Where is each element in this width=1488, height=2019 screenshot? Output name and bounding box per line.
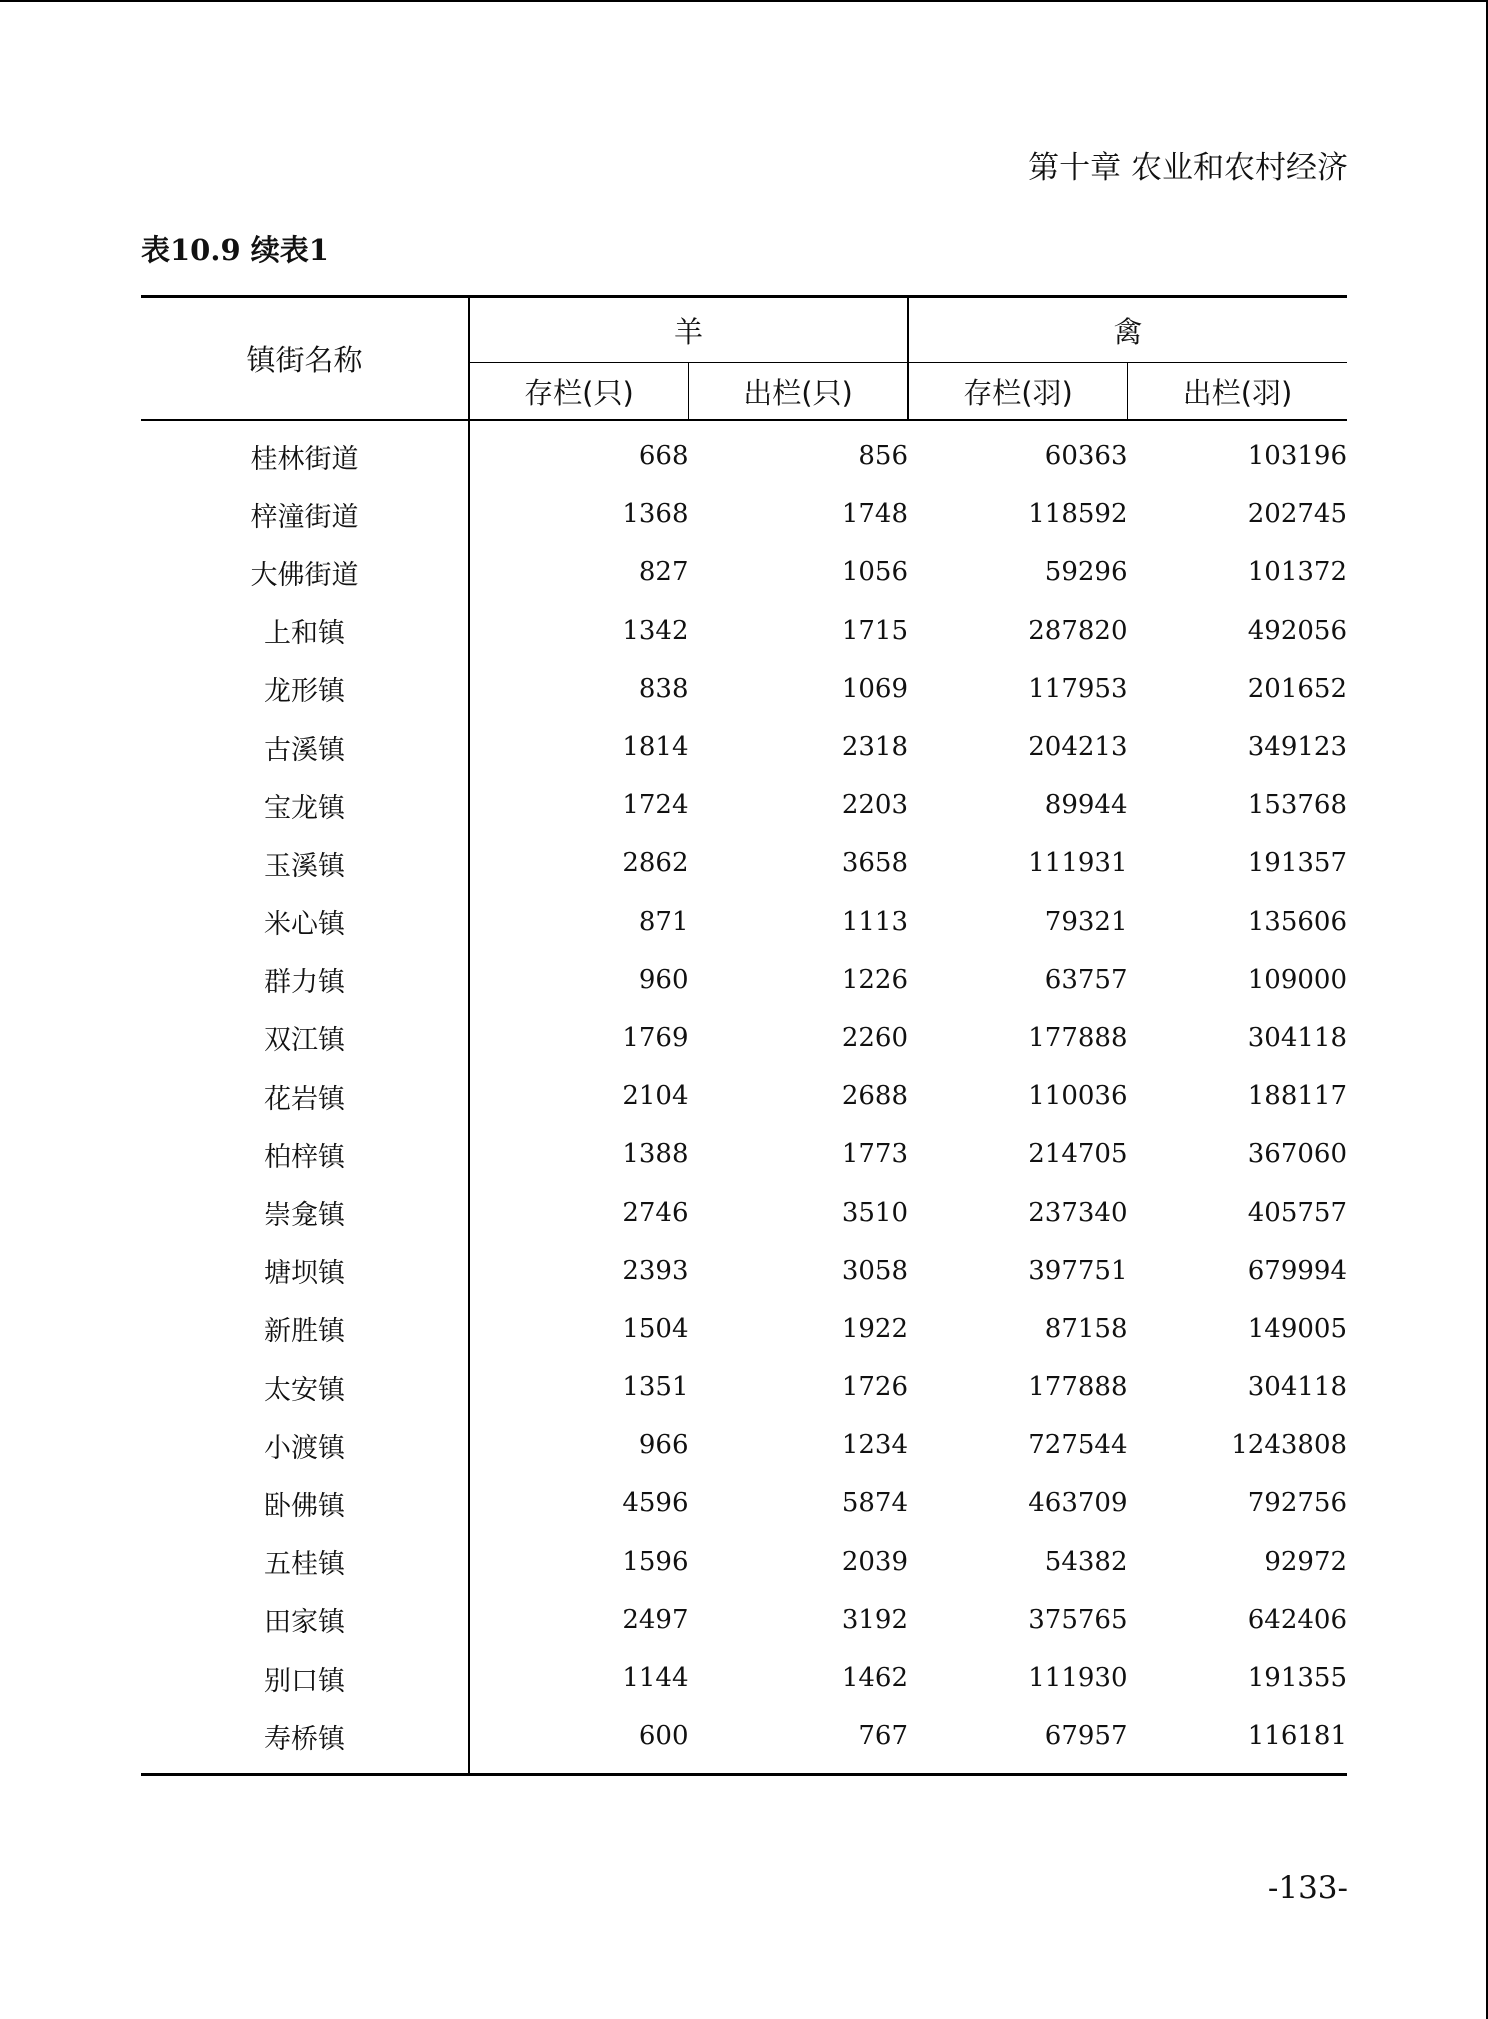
value-cell: 856: [858, 441, 909, 472]
value-cell: 214705: [1028, 1139, 1128, 1170]
value-cell: 54382: [1044, 1546, 1128, 1577]
town-name-cell: 桂林街道: [141, 420, 469, 485]
value-cell: 397751: [1028, 1255, 1128, 1286]
value-cell: 1922: [841, 1313, 909, 1344]
town-name-cell: 米心镇: [141, 893, 469, 951]
value-cell: 2862: [622, 848, 689, 879]
table-row: [141, 1707, 1347, 1775]
value-cell: 101372: [1247, 557, 1348, 588]
value-cell: 3510: [841, 1197, 909, 1228]
value-cell: 149005: [1247, 1313, 1348, 1344]
value-cell: 2497: [622, 1604, 689, 1635]
value-cell: 827: [638, 557, 689, 588]
table-row: [141, 1300, 1347, 1358]
table-row: [141, 543, 1347, 601]
value-cell: 89944: [1044, 790, 1128, 821]
town-name-cell: 花岩镇: [141, 1067, 469, 1125]
town-name-cell: 梓潼街道: [141, 485, 469, 543]
value-cell: 679994: [1247, 1255, 1348, 1286]
table-row: [141, 1358, 1347, 1416]
value-cell: 1226: [841, 964, 909, 995]
town-name-cell: 宝龙镇: [141, 776, 469, 834]
column-header-sheep-stock: 存栏(只): [469, 363, 689, 421]
value-cell: 1113: [841, 906, 909, 937]
value-cell: 2688: [841, 1081, 909, 1112]
value-cell: 177888: [1028, 1022, 1128, 1053]
table-row: [141, 1474, 1347, 1532]
column-header-poultry-stock: 存栏(羽): [908, 363, 1128, 421]
value-cell: 767: [858, 1721, 909, 1752]
value-cell: 600: [638, 1721, 689, 1752]
value-cell: 1814: [622, 732, 689, 763]
value-cell: 201652: [1247, 673, 1348, 704]
value-cell: 2039: [841, 1546, 909, 1577]
value-cell: 1144: [622, 1663, 689, 1694]
value-cell: 3058: [841, 1255, 909, 1286]
value-cell: 2260: [841, 1022, 909, 1053]
value-cell: 59296: [1044, 557, 1128, 588]
value-cell: 111930: [1028, 1663, 1128, 1694]
table-row: [141, 485, 1347, 543]
table-row: [141, 718, 1347, 776]
value-cell: 1504: [622, 1313, 689, 1344]
column-header-poultry-slaughter: 出栏(羽): [1128, 363, 1348, 421]
value-cell: 463709: [1028, 1488, 1128, 1519]
town-name-cell: 上和镇: [141, 602, 469, 660]
value-cell: 304118: [1247, 1372, 1348, 1403]
value-cell: 60363: [1044, 441, 1128, 472]
value-cell: 2104: [622, 1081, 689, 1112]
value-cell: 492056: [1247, 615, 1348, 646]
value-cell: 111931: [1028, 848, 1128, 879]
chapter-header: 第十章 农业和农村经济: [1028, 150, 1348, 186]
value-cell: 3658: [841, 848, 909, 879]
value-cell: 188117: [1247, 1081, 1348, 1112]
table-row: [141, 660, 1347, 718]
table-row: [141, 1649, 1347, 1707]
table-row: [141, 602, 1347, 660]
value-cell: 966: [638, 1430, 689, 1461]
value-cell: 202745: [1247, 499, 1348, 530]
value-cell: 287820: [1028, 615, 1128, 646]
value-cell: 1596: [622, 1546, 689, 1577]
value-cell: 1388: [622, 1139, 689, 1170]
value-cell: 838: [638, 673, 689, 704]
table-row: [141, 776, 1347, 834]
column-group-poultry: 禽: [908, 297, 1347, 363]
value-cell: 727544: [1028, 1430, 1128, 1461]
value-cell: 92972: [1264, 1546, 1348, 1577]
value-cell: 1462: [841, 1663, 909, 1694]
value-cell: 871: [638, 906, 689, 937]
value-cell: 1769: [622, 1022, 689, 1053]
value-cell: 79321: [1044, 906, 1128, 937]
town-name-cell: 塘坝镇: [141, 1242, 469, 1300]
value-cell: 237340: [1028, 1197, 1128, 1228]
town-name-cell: 小渡镇: [141, 1416, 469, 1474]
table-row: [141, 1067, 1347, 1125]
town-name-cell: 柏梓镇: [141, 1125, 469, 1183]
town-name-cell: 田家镇: [141, 1591, 469, 1649]
value-cell: 1724: [622, 790, 689, 821]
value-cell: 67957: [1044, 1721, 1128, 1752]
value-cell: 135606: [1247, 906, 1348, 937]
value-cell: 1056: [841, 557, 909, 588]
value-cell: 1368: [622, 499, 689, 530]
value-cell: 668: [638, 441, 689, 472]
table-title: 表10.9 续表1: [141, 233, 329, 267]
town-name-cell: 崇龛镇: [141, 1183, 469, 1241]
value-cell: 1773: [841, 1139, 909, 1170]
table-row: [141, 1125, 1347, 1183]
value-cell: 116181: [1247, 1721, 1348, 1752]
value-cell: 405757: [1247, 1197, 1348, 1228]
value-cell: 153768: [1247, 790, 1348, 821]
value-cell: 1715: [841, 615, 909, 646]
value-cell: 792756: [1247, 1488, 1348, 1519]
column-header-town-name: 镇街名称: [141, 297, 469, 421]
town-name-cell: 寿桥镇: [141, 1707, 469, 1775]
livestock-table: [141, 295, 1347, 1776]
value-cell: 1351: [622, 1372, 689, 1403]
value-cell: 4596: [622, 1488, 689, 1519]
value-cell: 642406: [1247, 1604, 1348, 1635]
town-name-cell: 太安镇: [141, 1358, 469, 1416]
value-cell: 375765: [1028, 1604, 1128, 1635]
town-name-cell: 双江镇: [141, 1009, 469, 1067]
town-name-cell: 五桂镇: [141, 1533, 469, 1591]
value-cell: 2203: [841, 790, 909, 821]
value-cell: 1748: [841, 499, 909, 530]
table-row: [141, 893, 1347, 951]
table-row: [141, 1533, 1347, 1591]
value-cell: 103196: [1247, 441, 1348, 472]
value-cell: 2393: [622, 1255, 689, 1286]
column-group-sheep: 羊: [469, 297, 908, 363]
value-cell: 2318: [841, 732, 909, 763]
town-name-cell: 龙形镇: [141, 660, 469, 718]
table-row: [141, 1009, 1347, 1067]
table-row: [141, 951, 1347, 1009]
value-cell: 1726: [841, 1372, 909, 1403]
town-name-cell: 卧佛镇: [141, 1474, 469, 1532]
value-cell: 960: [638, 964, 689, 995]
value-cell: 110036: [1028, 1081, 1128, 1112]
table-row: [141, 1416, 1347, 1474]
value-cell: 204213: [1028, 732, 1128, 763]
value-cell: 1342: [622, 615, 689, 646]
town-name-cell: 新胜镇: [141, 1300, 469, 1358]
top-border-line: [0, 0, 1488, 2]
value-cell: 2746: [622, 1197, 689, 1228]
page-number: -133-: [1267, 1870, 1348, 1906]
value-cell: 3192: [841, 1604, 909, 1635]
town-name-cell: 古溪镇: [141, 718, 469, 776]
town-name-cell: 大佛街道: [141, 543, 469, 601]
value-cell: 1243808: [1231, 1430, 1348, 1461]
value-cell: 367060: [1247, 1139, 1348, 1170]
value-cell: 191355: [1247, 1663, 1348, 1694]
value-cell: 1069: [841, 673, 909, 704]
value-cell: 109000: [1247, 964, 1348, 995]
value-cell: 5874: [841, 1488, 909, 1519]
table-row: [141, 834, 1347, 892]
town-name-cell: 群力镇: [141, 951, 469, 1009]
value-cell: 177888: [1028, 1372, 1128, 1403]
value-cell: 304118: [1247, 1022, 1348, 1053]
town-name-cell: 别口镇: [141, 1649, 469, 1707]
value-cell: 1234: [841, 1430, 909, 1461]
table-row: [141, 420, 1347, 485]
value-cell: 87158: [1044, 1313, 1128, 1344]
town-name-cell: 玉溪镇: [141, 834, 469, 892]
table-body: [141, 420, 1347, 1775]
column-header-sheep-slaughter: 出栏(只): [689, 363, 909, 421]
value-cell: 63757: [1044, 964, 1128, 995]
value-cell: 191357: [1247, 848, 1348, 879]
value-cell: 117953: [1028, 673, 1128, 704]
table-row: [141, 1183, 1347, 1241]
table-row: [141, 1242, 1347, 1300]
table-row: [141, 1591, 1347, 1649]
value-cell: 349123: [1247, 732, 1348, 763]
value-cell: 118592: [1028, 499, 1128, 530]
